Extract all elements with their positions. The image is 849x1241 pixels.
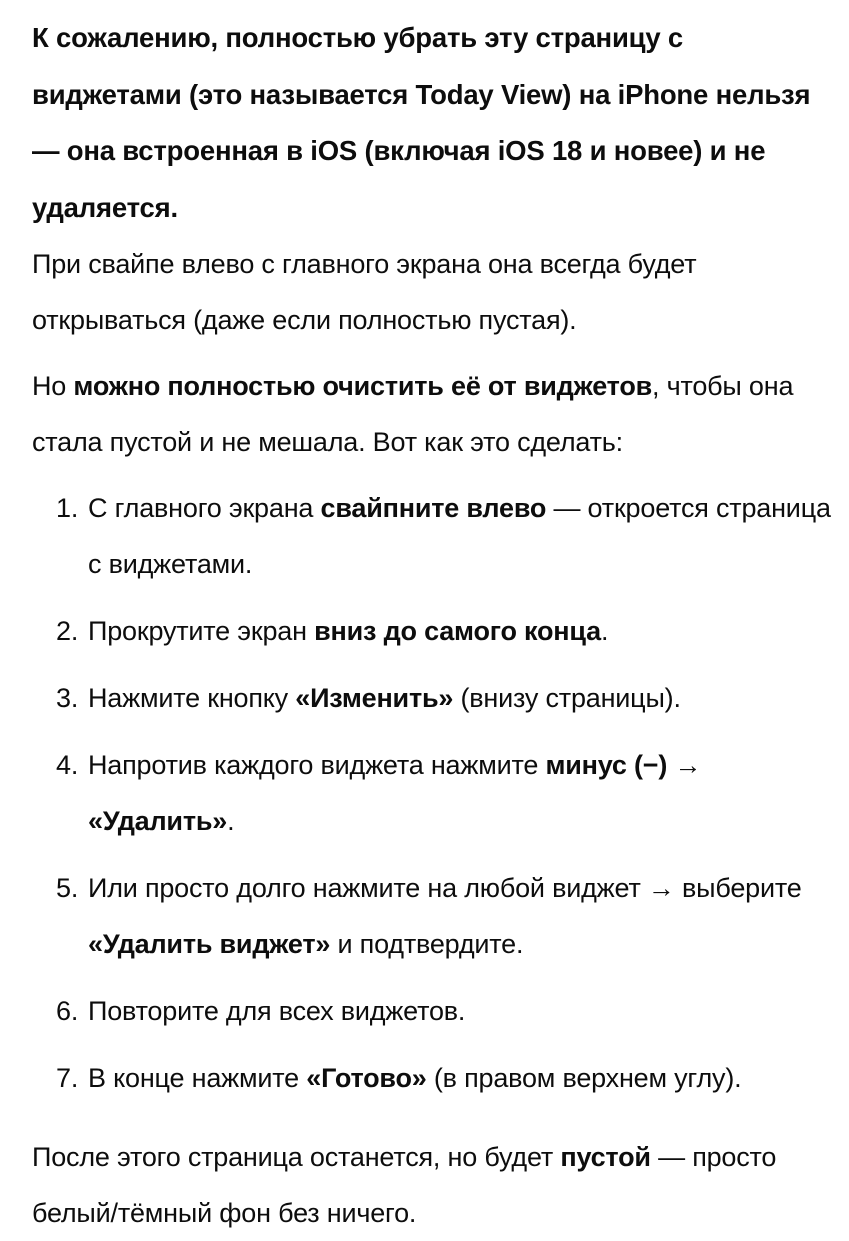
step-bold: «Изменить» [295,683,454,713]
steps-list [32,480,832,1106]
step-text: (внизу страницы). [453,683,681,713]
step-number: 1. [56,493,79,523]
outro-suffix: — просто белый/тёмный фон без ничего. [32,1142,777,1228]
step-text: → [667,750,702,780]
step-text: Прокрутите экран [88,616,315,646]
step-bold: «Удалить виджет» [88,929,331,959]
step-bold: «Готово» [306,1063,427,1093]
step-number: 2. [56,616,79,646]
intro-normal-text: При свайпе влево с главного экрана она всегда будет открываться (даже если полностью пустая). [32,249,697,335]
step-bold: вниз до самого конца [314,616,601,646]
list-item [32,480,832,592]
step-text: Нажмите кнопку [88,683,296,713]
list-item [32,1050,832,1106]
step-text: и подтвердите. [330,929,524,959]
step-bold: минус (−) [545,750,668,780]
step-number: 4. [56,750,79,780]
message-content [32,10,832,1241]
step-text: Или просто долго нажмите на любой виджет → выберите [88,873,802,903]
step-number: 6. [56,996,79,1026]
step-number: 3. [56,683,79,713]
outro-text [32,1129,832,1241]
instructions-intro-prefix: Но [32,371,74,401]
step-text: Повторите для всех виджетов. [88,996,466,1026]
instructions-intro [32,358,832,470]
list-item [32,737,832,849]
step-bold: свайпните влево [320,493,547,523]
instructions-intro-bold: можно полностью очистить её от виджетов [73,371,653,401]
outro-prefix: После этого страница останется, но будет [32,1142,561,1172]
step-text: В конце нажмите [88,1063,307,1093]
step-text: . [227,806,235,836]
list-item [32,860,832,972]
step-number: 5. [56,873,79,903]
step-number: 7. [56,1063,79,1093]
step-text: Напротив каждого виджета нажмите [88,750,546,780]
list-item [32,983,832,1039]
list-item [32,670,832,726]
step-text: . [600,616,609,646]
instructions-intro-suffix: , чтобы она стала пустой и не мешала. Вот как это сделать: [32,371,794,457]
step-text: — откроется страница с виджетами. [88,493,831,579]
step-text: (в правом верхнем углу). [426,1063,742,1093]
step-bold: «Удалить» [88,806,228,836]
list-item [32,603,832,659]
outro-bold: пустой [560,1142,651,1172]
intro-bold-text: К сожалению, полностью убрать эту страницу с виджетами (это называется Today View) на iPhone нельзя — она встроенная в iOS (включая iOS 18 и новее) и не удаляется. [32,22,811,223]
step-text: С главного экрана [88,493,321,523]
